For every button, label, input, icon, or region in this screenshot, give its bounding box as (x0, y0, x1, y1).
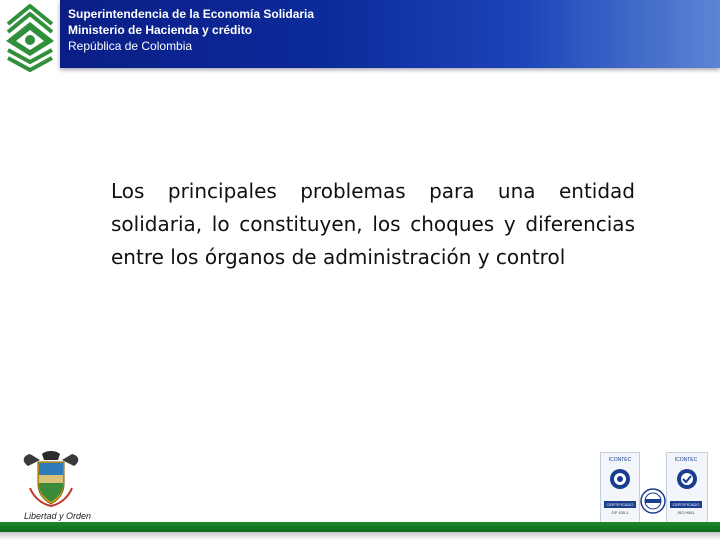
header-banner (60, 0, 720, 68)
supersolidaria-logo-icon (0, 0, 60, 76)
cert-tag-label: CERTIFICADO (604, 501, 636, 508)
cert-seal-icon (608, 467, 632, 497)
cert-issuer-label: ICONTEC (608, 457, 632, 463)
header-country: República de Colombia (68, 39, 193, 53)
cert-tag-label: CERTIFICADO (670, 501, 702, 508)
cert-seal-icon (675, 467, 699, 497)
main-statement: Los principales problemas para una entidad solidaria, lo constituyen, los choques y diferencias entre los órganos de administración y control (111, 179, 635, 269)
coat-of-arms-caption: Libertad y Orden (24, 511, 92, 521)
iqnet-badge-icon (640, 486, 666, 516)
cert-issuer-label: ICONTEC (674, 457, 698, 463)
cert-code-label: GP 100-1 (611, 510, 629, 515)
iso-certificate-badge (666, 452, 708, 524)
cert-code-label: ISO 9001 (677, 510, 695, 515)
header-ministry: Ministerio de Hacienda y crédito (68, 23, 253, 37)
footer-bar (0, 522, 720, 540)
header-org-name: Superintendencia de la Economía Solidaria (68, 7, 315, 21)
icontec-certificate-badge (600, 452, 640, 524)
